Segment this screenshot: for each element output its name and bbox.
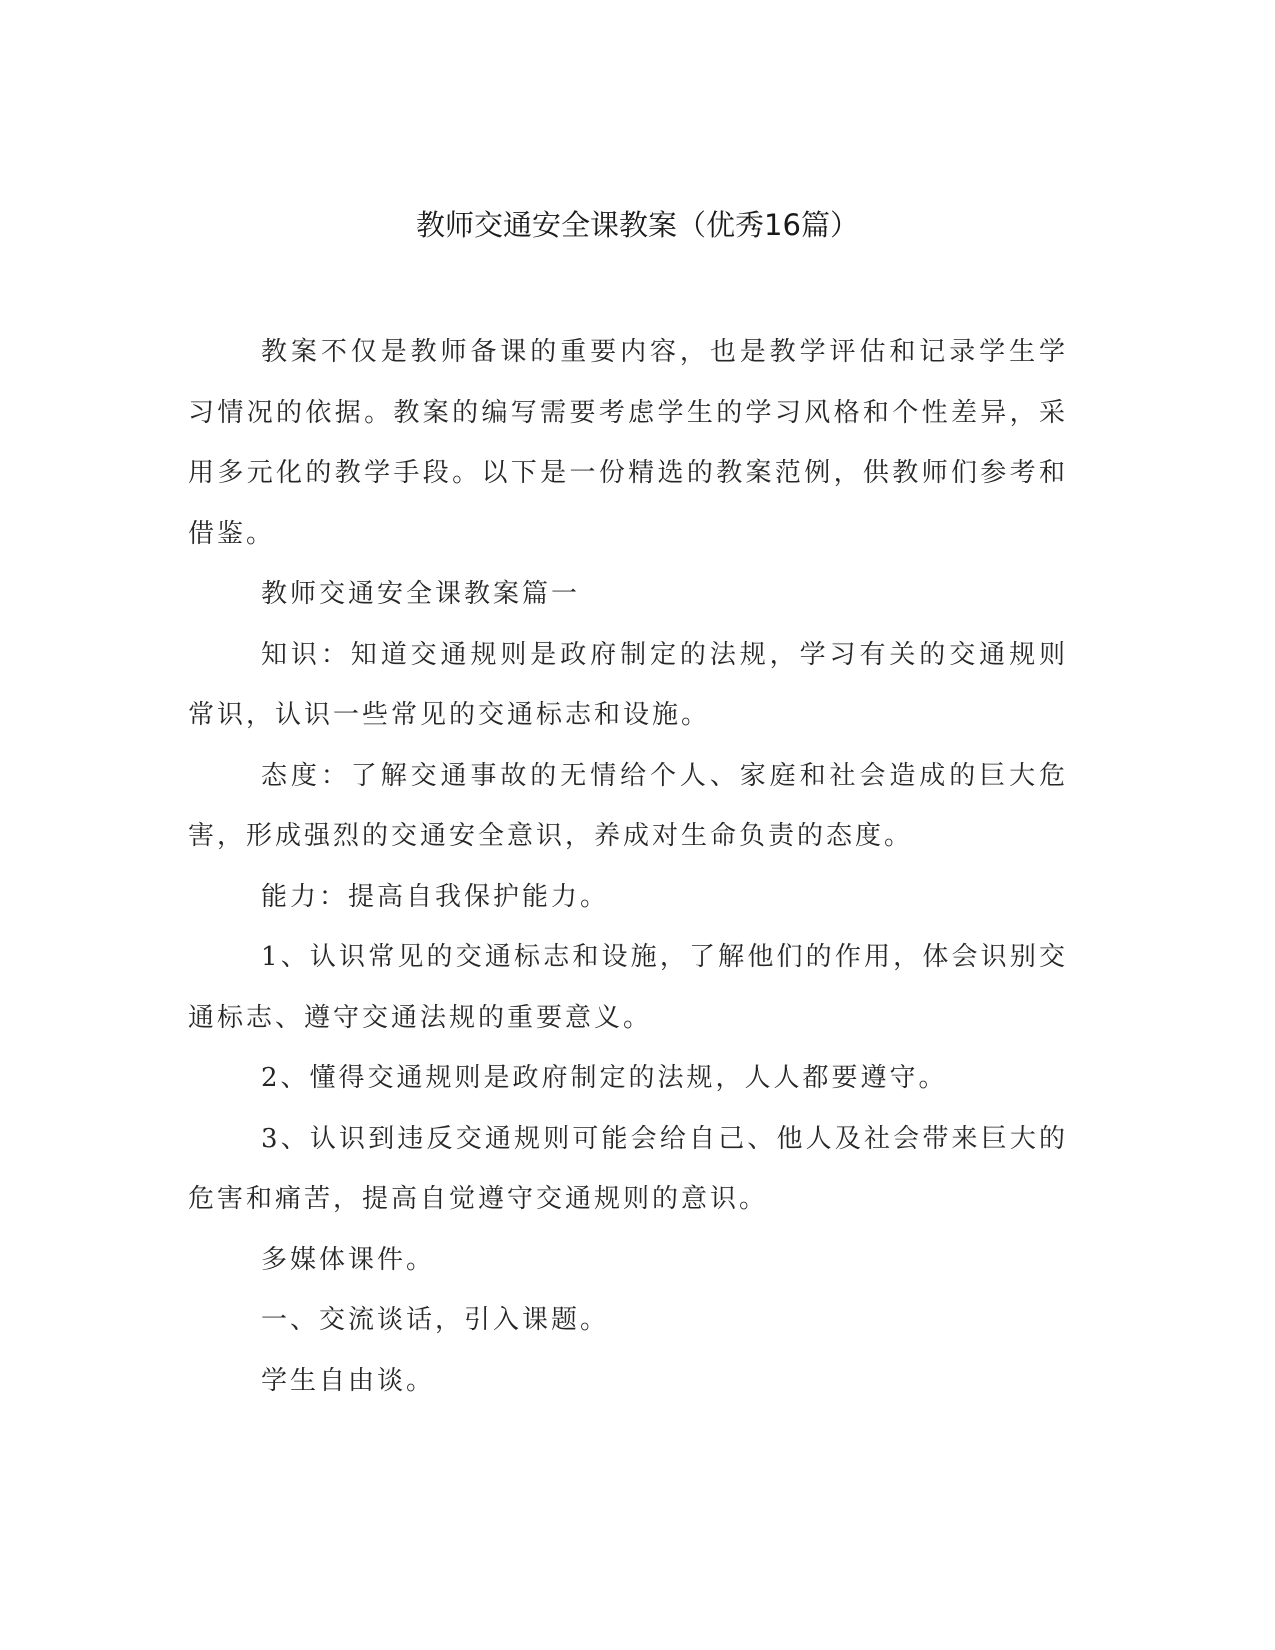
document-title: 教师交通安全课教案（优秀16篇） [416, 208, 859, 242]
paragraph-step-1: 一、交流谈话，引入课题。 [261, 1305, 610, 1335]
section-heading: 教师交通安全课教案篇一 [261, 579, 581, 609]
paragraph-attitude: 态度：了解交通事故的无情给个人、家庭和社会造成的巨大危害，形成强烈的交通安全意识，养成对生命负责的态度。 [188, 760, 1068, 851]
document-body [188, 322, 1068, 1411]
paragraph-goal-1: 1、认识常见的交通标志和设施，了解他们的作用，体会识别交通标志、遵守交通法规的重要意义。 [188, 942, 1068, 1033]
paragraph-goal-2: 2、懂得交通规则是政府制定的法规，人人都要遵守。 [261, 1063, 948, 1093]
paragraph-step-1-detail: 学生自由谈。 [261, 1365, 436, 1396]
paragraph-knowledge: 知识：知道交通规则是政府制定的法规，学习有关的交通规则常识，认识一些常见的交通标志和设施。 [188, 639, 1068, 730]
paragraph-goal-3: 3、认识到违反交通规则可能会给自己、他人及社会带来巨大的危害和痛苦，提高自觉遵守交通规则的意识。 [188, 1123, 1068, 1214]
intro-paragraph: 教案不仅是教师备课的重要内容，也是教学评估和记录学生学习情况的依据。教案的编写需要考虑学生的学习风格和个性差异，采用多元化的教学手段。以下是一份精选的教案范例，供教师们参考和借鉴。 [188, 337, 1068, 549]
paragraph-materials: 多媒体课件。 [261, 1244, 436, 1275]
paragraph-ability: 能力：提高自我保护能力。 [261, 881, 610, 912]
